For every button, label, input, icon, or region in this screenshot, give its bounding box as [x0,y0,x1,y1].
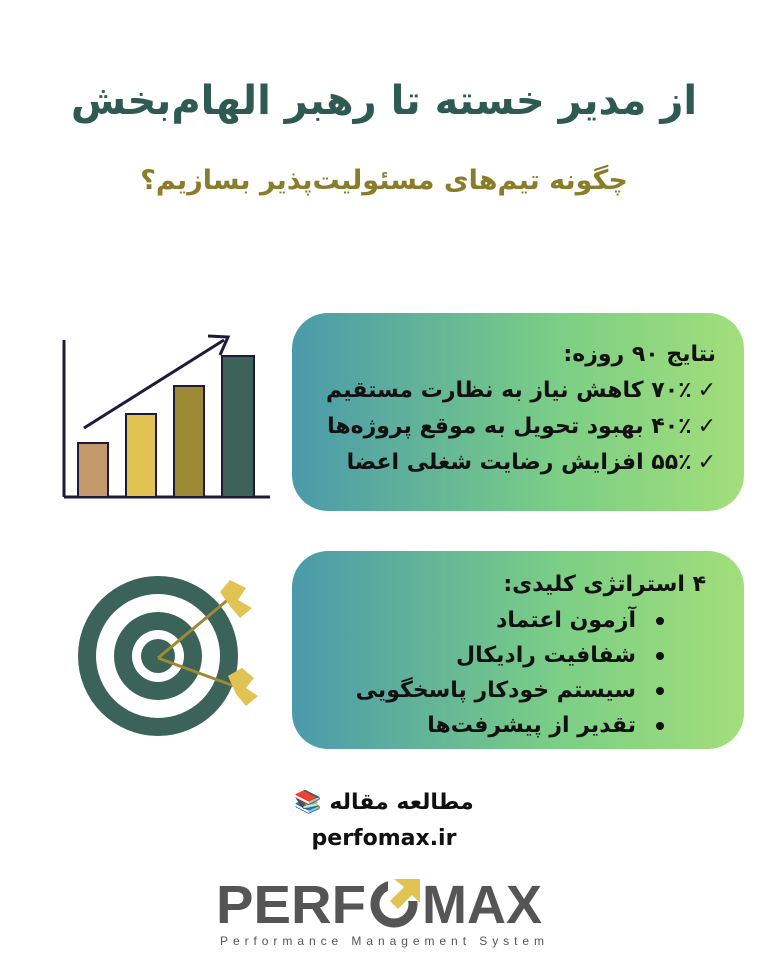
chart-bar-2 [126,414,156,497]
logo-tagline: Performance Management System [220,934,544,948]
bullet-dot-icon [656,652,664,660]
chart-bar-1 [78,443,108,497]
read-article-label: مطالعه مقاله [329,790,474,815]
read-article-link[interactable] [0,790,768,815]
check-icon: ✓ [697,450,716,475]
result-item: ✓۵۵٪ افزایش رضایت شغلی اعضا [346,450,716,475]
site-url-link[interactable]: perfomax.ir [311,826,457,851]
strategy-list [312,603,716,743]
strategy-item: آزمون اعتماد [312,603,716,638]
strategy-card [292,551,744,749]
result-item: ✓۴۰٪ بهبود تحویل به موقع پروژه‌ها [327,414,716,439]
perfomax-logo [216,873,556,953]
strategy-item: شفافیت رادیکال [312,638,716,673]
results-heading: نتایج ۹۰ روزه: [563,342,716,367]
bar-chart-growth-icon [58,328,274,504]
strategy-heading: ۴ استراتژی کلیدی: [503,572,706,597]
results-card [292,313,744,511]
chart-bar-3 [174,386,204,497]
bullet-dot-icon [656,617,664,625]
logo-text-right: MAX [422,875,542,935]
logo-text-left: PERF [216,875,366,935]
strategy-item: سیستم خودکار پاسخگویی [312,673,716,708]
page-title: از مدیر خسته تا رهبر الهام‌بخش [70,78,698,124]
books-icon: 📚 [294,790,322,815]
bullet-dot-icon [656,722,664,730]
target-with-arrows-icon [70,566,270,736]
check-icon: ✓ [697,378,716,403]
strategy-item: تقدیر از پیشرفت‌ها [312,708,716,743]
result-item: ✓۷۰٪ کاهش نیاز به نظارت مستقیم [326,378,716,403]
page-subtitle: چگونه تیم‌های مسئولیت‌پذیر بسازیم؟ [140,165,628,196]
chart-bar-4 [222,356,254,497]
bullet-dot-icon [656,687,664,695]
check-icon: ✓ [697,414,716,439]
